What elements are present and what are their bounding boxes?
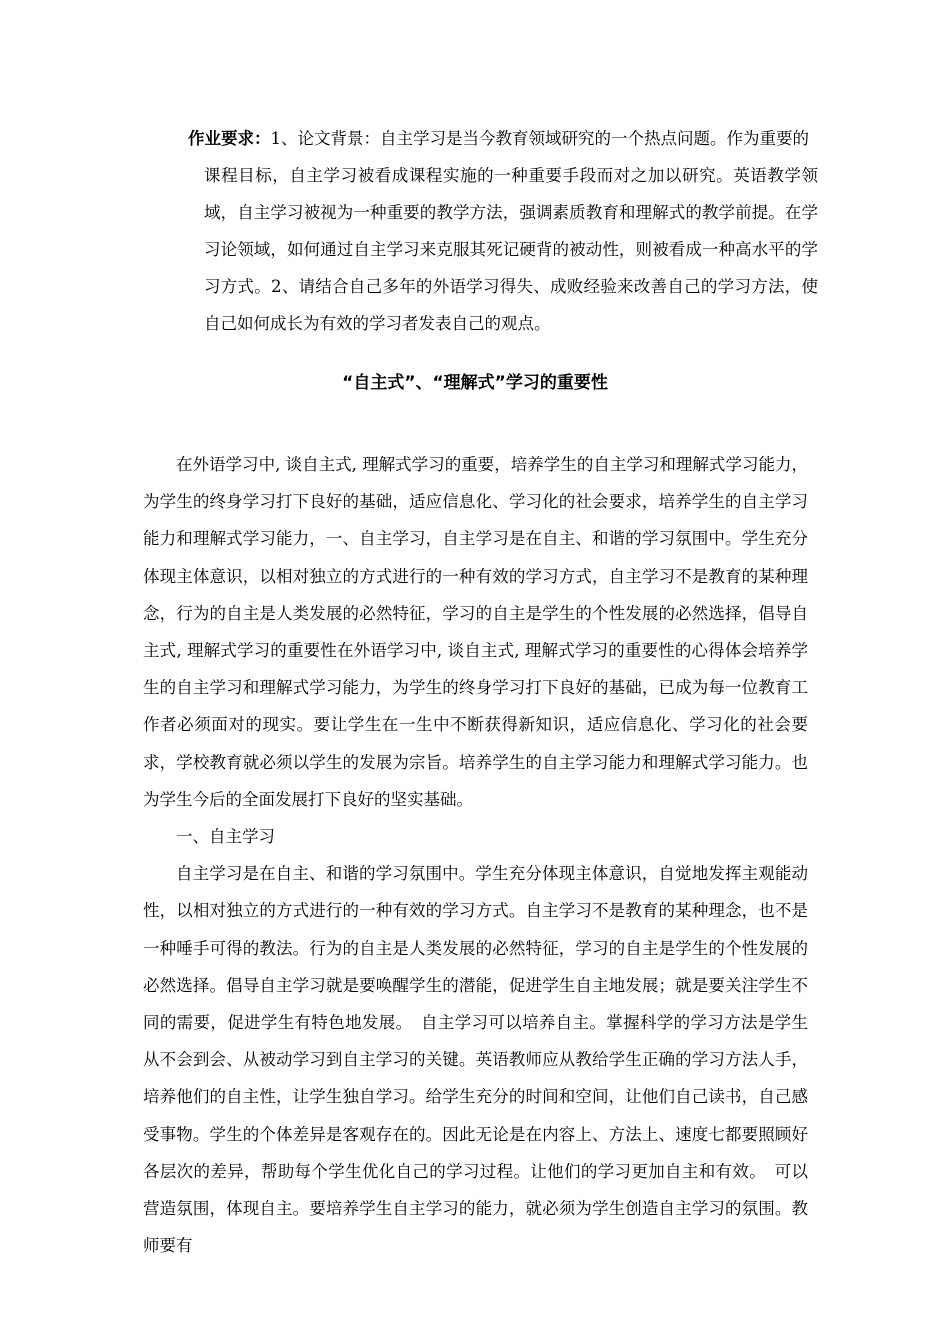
requirements-line1: 1、论文背景：自主学习是当今教育领域研究的一个热点问题。作为重要的 [270, 129, 809, 148]
requirements-first-line [188, 120, 818, 157]
requirements-label: 作业要求： [188, 129, 271, 148]
document-body [143, 446, 808, 1264]
assignment-requirements [188, 120, 818, 342]
requirements-continuation: 课程目标，自主学习被看成课程实施的一种重要手段而对之加以研究。英语教学领域，自主学习被视为一种重要的教学方法，强调素质教育和理解式的教学前提。在学习论领域，如何通过自主学习来克服其死记硬背的被动性，则被看成一种高水平的学习方式。2、请结合自己多年的外语学习得失、成败经验来改善自己的学习方法，使自己如何成长为有效的学习者发表自己的观点。 [204, 166, 818, 333]
intro-paragraph: 在外语学习中, 谈自主式, 理解式学习的重要，培养学生的自主学习和理解式学习能力，为学生的终身学习打下良好的基础，适应信息化、学习化的社会要求，培养学生的自主学习能力和理解式学习能力，一、自主学习，自主学习是在自主、和谐的学习氛围中。学生充分体现主体意识，以相对独立的方式进行的一种有效的学习方式，自主学习不是教育的某种理念，行为的自主是人类发展的必然特征，学习的自主是学生的个性发展的必然选择，倡导自主式, 理解式学习的重要性在外语学习中, 谈自主式, 理解式学习的重要性的心得体会培养学生的自主学习和理解式学习能力，为学生的终身学习打下良好的基础，已成为每一位教育工作者必须面对的现实。要让学生在一生中不断获得新知识，适应信息化、学习化的社会要求，学校教育就必须以学生的发展为宗旨。培养学生的自主学习能力和理解式学习能力。也为学生今后的全面发展打下良好的坚实基础。 [143, 455, 808, 809]
section-heading-autonomous-learning: 一、自主学习 [176, 827, 275, 847]
section-paragraph-autonomous-learning: 自主学习是在自主、和谐的学习氛围中。学生充分体现主体意识，自觉地发挥主观能动性，以相对独立的方式进行的一种有效的学习方式。自主学习不是教育的某种理念，也不是一种唾手可得的教法。行为的自主是人类发展的必然特征，学习的自主是学生的个性发展的必然选择。倡导自主学习就是要唤醒学生的潜能，促进学生自主地发展；就是要关注学生不同的需要，促进学生有特色地发展。 自主学习可以培养自主。掌握科学的学习方法是学生从不会到会、从被动学习到自主学习的关键。英语教师应从教给学生正确的学习方法人手，培养他们的自主性，让学生独自学习。给学生充分的时间和空间，让他们自己读书，自己感受事物。学生的个体差异是客观存在的。因此无论是在内容上、方法上、速度七都要照顾好各层次的差异，帮助每个学生优化自己的学习过程。让他们的学习更加自主和有效。 可以营造氛围，体现自主。要培养学生自主学习的能力，就必须为学生创造自主学习的氛围。教师要有 [143, 864, 808, 1256]
document-title: “自主式”、“理解式”学习的重要性 [342, 373, 608, 393]
